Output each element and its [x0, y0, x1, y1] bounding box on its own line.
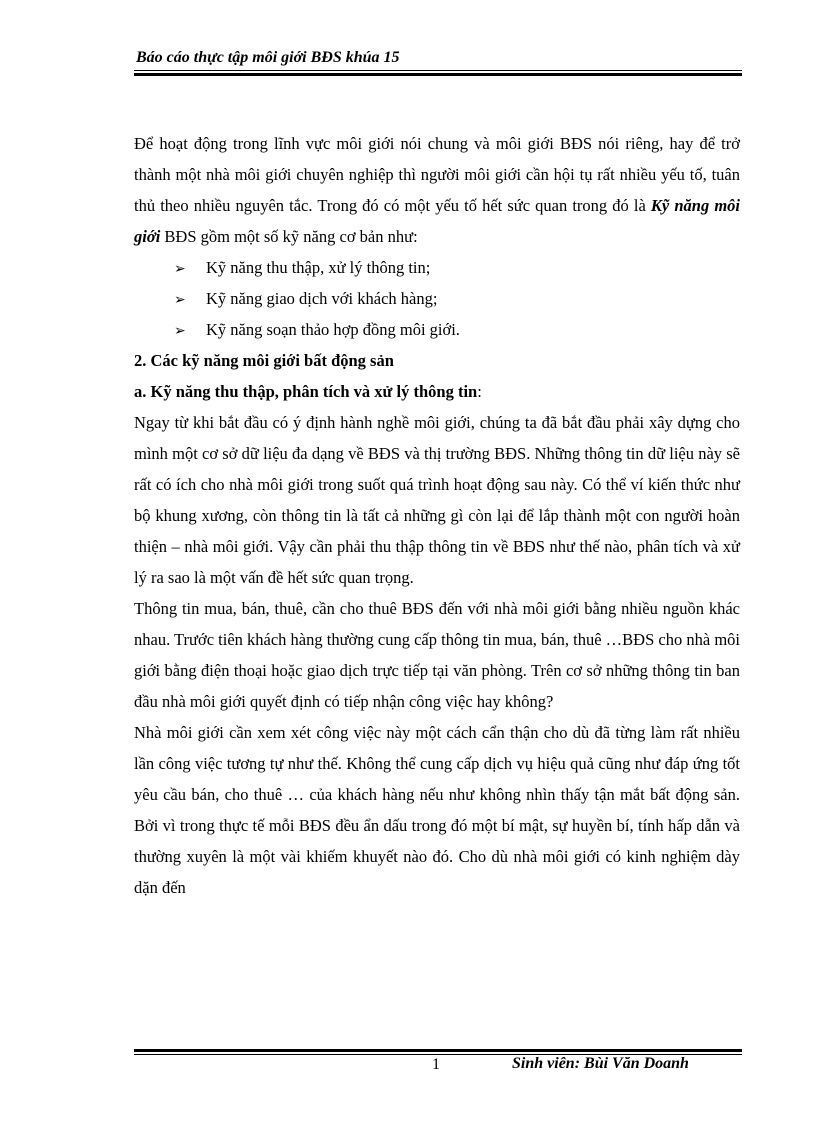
body-paragraph: Thông tin mua, bán, thuê, cần cho thuê BĐS đến với nhà môi giới bằng nhiều nguồn khác nhau. Trước tiên khách hàng thường cung cấp thông tin mua, bán, thuê …BĐS cho nhà môi giới bằng điện thoại hoặc giao dịch trực tiếp tại văn phòng. Trên cơ sở những thông tin ban đầu nhà môi giới quyết định có tiếp nhận công việc hay không? — [134, 599, 740, 711]
header-rule-thick — [134, 73, 742, 76]
intro-text-end: BĐS gồm một số kỹ năng cơ bản như: — [160, 227, 418, 246]
subsection-colon: : — [477, 382, 482, 401]
footer-author: Sinh viên: Bùi Văn Doanh — [512, 1055, 689, 1072]
intro-paragraph — [134, 128, 740, 252]
body-text — [134, 128, 740, 903]
header-rule-thin — [134, 70, 742, 71]
arrow-bullet-icon: ➢ — [174, 293, 186, 308]
body-paragraph: Nhà môi giới cần xem xét công việc này một cách cẩn thận cho dù đã từng làm rất nhiều lần công việc tương tự như thế. Không thể cung cấp dịch vụ hiệu quả cũng như đáp ứng tốt yêu cầu bán, cho thuê … của khách hàng nếu như không nhìn thấy tận mắt bất động sản. Bởi vì trong thực tế mỗi BĐS đều ẩn dấu trong đó một bí mật, sự huyền bí, tính hấp dẫn và thường xuyên là một vài khiếm khuyết nào đó. Cho dù nhà môi giới có kinh nghiệm dày dặn đến — [134, 723, 740, 897]
arrow-bullet-icon: ➢ — [174, 262, 186, 277]
arrow-bullet-icon: ➢ — [174, 324, 186, 339]
bullet-text: Kỹ năng soạn thảo hợp đồng môi giới. — [206, 320, 460, 339]
bullet-item — [134, 283, 740, 314]
intro-text: Để hoạt động trong lĩnh vực môi giới nói chung và môi giới BĐS nói riêng, hay để trở thành một nhà môi giới chuyên nghiệp thì người môi giới cần hội tụ rất nhiều yếu tố, tuân thủ theo nhiều nguyên tắc. Trong đó có một yếu tố hết sức quan trong đó là — [134, 134, 740, 215]
body-paragraph: Ngay từ khi bắt đầu có ý định hành nghề môi giới, chúng ta đã bắt đầu phải xây dựng cho mình một cơ sở dữ liệu đa dạng về BĐS và thị trường BĐS. Những thông tin dữ liệu này sẽ rất có ích cho nhà môi giới trong suốt quá trình hoạt động sau này. Có thể ví kiến thức như bộ khung xương, còn thông tin là tất cả những gì còn lại để lắp thành một con người hoàn thiện – nhà môi giới. Vậy cần phải thu thập thông tin về BĐS như thế nào, phân tích và xử lý ra sao là một vấn đề hết sức quan trọng. — [134, 413, 740, 587]
bullet-text: Kỹ năng thu thập, xử lý thông tin; — [206, 258, 431, 277]
bullet-item — [134, 252, 740, 283]
bullet-text: Kỹ năng giao dịch với khách hàng; — [206, 289, 438, 308]
intro-keyword: Kỹ năng môi giới — [134, 196, 740, 246]
subsection-heading: a. Kỹ năng thu thập, phân tích và xử lý thông tin — [134, 382, 478, 401]
section-heading: 2. Các kỹ năng môi giới bất động sản — [134, 351, 394, 370]
bullet-item — [134, 314, 740, 345]
page-number: 1 — [432, 1056, 440, 1073]
header-title: Báo cáo thực tập môi giới BĐS khúa 15 — [136, 49, 400, 66]
subsection-heading-line — [134, 376, 740, 407]
footer-rule-thick — [134, 1049, 742, 1052]
